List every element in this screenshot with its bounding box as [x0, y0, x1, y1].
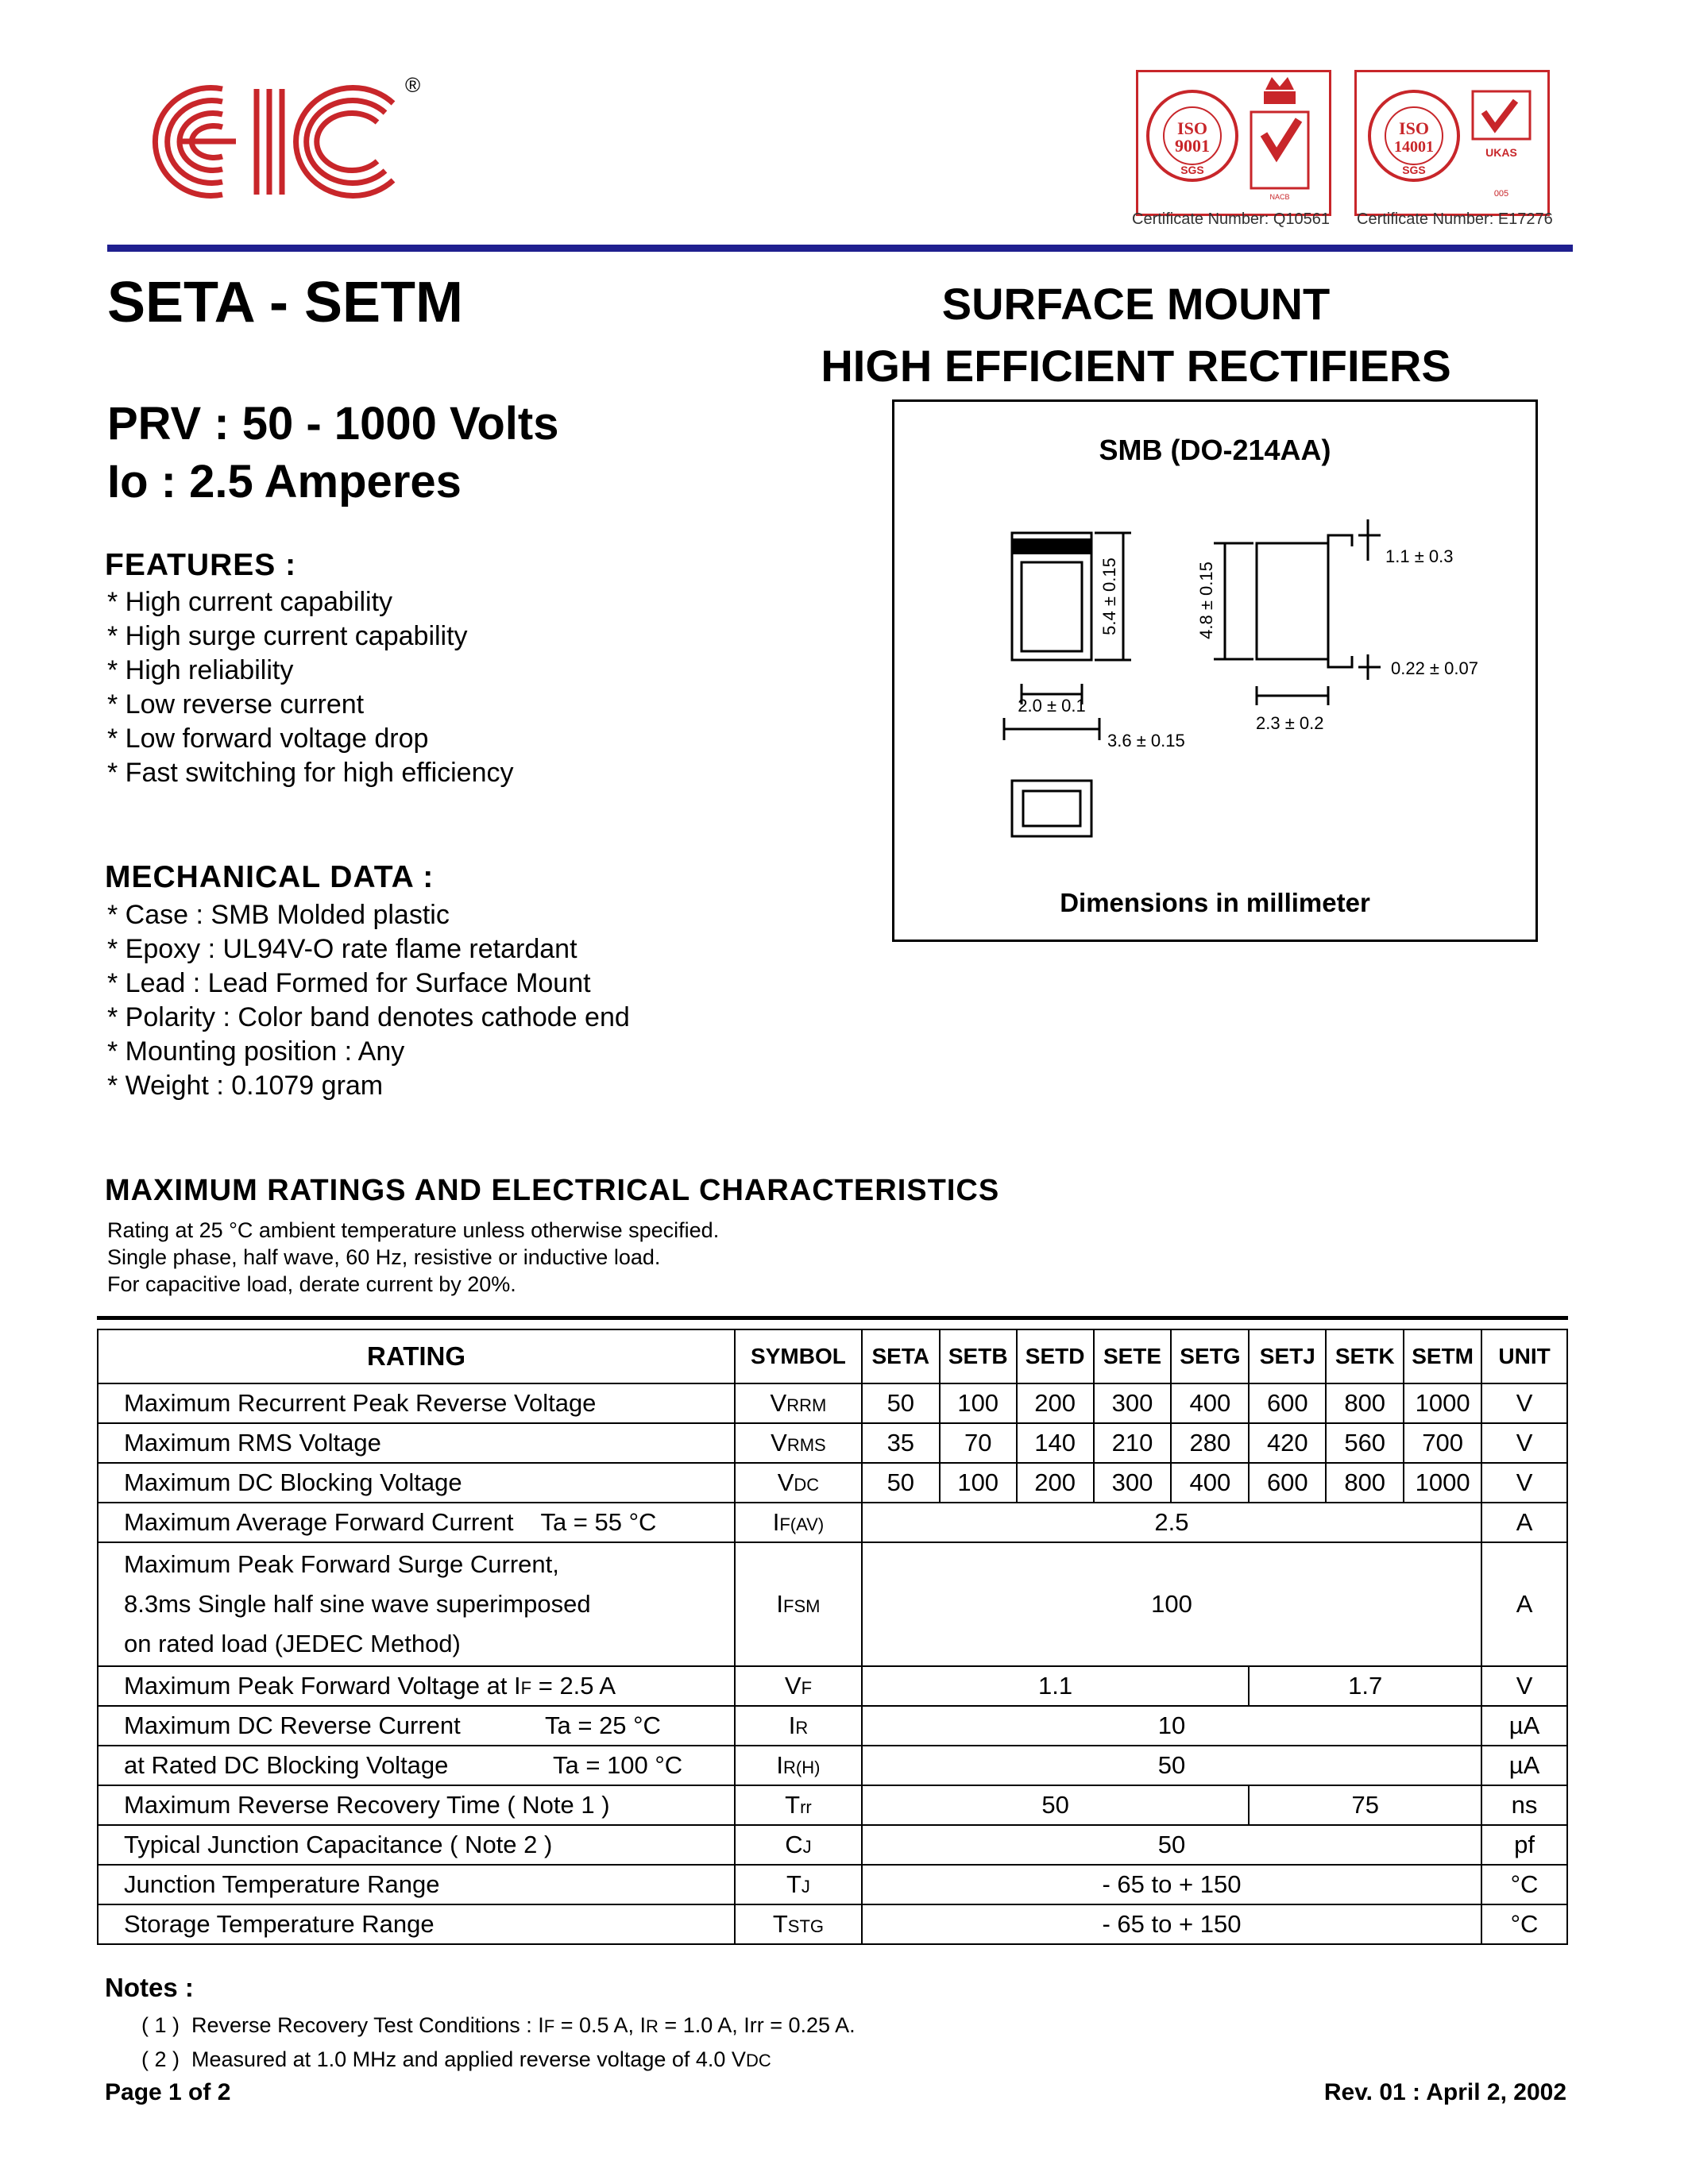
col-header: SETJ: [1249, 1329, 1326, 1383]
col-header: SETE: [1094, 1329, 1172, 1383]
note-2: ( 2 ) Measured at 1.0 MHz and applied reverse voltage of 4.0 VDC: [141, 2047, 771, 2071]
iso-number: 9001: [1175, 136, 1210, 156]
mechanical-heading: MECHANICAL DATA :: [105, 860, 435, 894]
condition-line: For capacitive load, derate current by 20%.: [107, 1272, 516, 1296]
feature-item: * High reliability: [107, 655, 294, 685]
col-header: SYMBOL: [735, 1329, 862, 1383]
iso-9001-seal: [1138, 72, 1329, 214]
symbol-cell: VRRM: [735, 1383, 862, 1423]
value-cell: 600: [1249, 1463, 1326, 1503]
condition-line: Rating at 25 °C ambient temperature unless otherwise specified.: [107, 1218, 720, 1242]
package-drawing: [894, 402, 1535, 940]
value-cell: 10: [862, 1706, 1481, 1746]
unit-cell: V: [1481, 1383, 1567, 1423]
dim-band-width: 2.0 ± 0.1: [1018, 696, 1086, 716]
symbol-cell: Trr: [735, 1785, 862, 1825]
feature-item: * Low forward voltage drop: [107, 723, 429, 754]
table-row: [98, 1785, 1567, 1825]
mechanical-item: * Weight : 0.1079 gram: [107, 1071, 384, 1101]
sgs-label: SGS: [1402, 164, 1426, 176]
eic-logo: [147, 71, 401, 214]
value-cell: 100: [940, 1383, 1017, 1423]
features-heading: FEATURES :: [105, 548, 297, 582]
condition-line: Single phase, half wave, 60 Hz, resistive or inductive load.: [107, 1245, 661, 1269]
symbol-cell: TJ: [735, 1865, 862, 1904]
unit-cell: °C: [1481, 1865, 1567, 1904]
unit-cell: V: [1481, 1423, 1567, 1463]
rating-label: at Rated DC Blocking Voltage Ta = 100 °C: [98, 1746, 735, 1785]
rating-label: Maximum DC Reverse Current Ta = 25 °C: [98, 1706, 735, 1746]
ukas-label: UKAS: [1485, 146, 1517, 159]
ratings-conditions: [107, 1217, 719, 1298]
rating-label: Maximum Recurrent Peak Reverse Voltage: [98, 1383, 735, 1423]
symbol-cell: IFSM: [735, 1542, 862, 1666]
value-cell: - 65 to + 150: [862, 1904, 1481, 1944]
cert-number-2: Certificate Number: E17276: [1357, 210, 1553, 228]
prv-spec: PRV : 50 - 1000 Volts: [107, 398, 559, 450]
table-row: [98, 1463, 1567, 1503]
value-cell: 50: [862, 1825, 1481, 1865]
unit-cell: µA: [1481, 1706, 1567, 1746]
rating-label: Maximum Reverse Recovery Time ( Note 1 ): [98, 1785, 735, 1825]
rating-label: Maximum Average Forward Current Ta = 55 °C: [98, 1503, 735, 1542]
col-header: UNIT: [1481, 1329, 1567, 1383]
value-cell: 50: [862, 1383, 940, 1423]
table-row: [98, 1825, 1567, 1865]
value-cell: 1.1: [862, 1666, 1250, 1706]
mechanical-item: * Polarity : Color band denotes cathode end: [107, 1002, 630, 1032]
dim-total-width: 3.6 ± 0.15: [1107, 731, 1185, 751]
col-header: SETB: [940, 1329, 1017, 1383]
features-list: [107, 585, 514, 790]
rating-label: Typical Junction Capacitance ( Note 2 ): [98, 1825, 735, 1865]
ukas-code: 005: [1493, 189, 1509, 199]
value-cell: 50: [862, 1785, 1250, 1825]
crown-icon: [1265, 77, 1294, 90]
feature-item: * Low reverse current: [107, 689, 365, 720]
sgs-label: SGS: [1180, 164, 1204, 176]
col-header: SETG: [1171, 1329, 1249, 1383]
value-cell: 210: [1094, 1423, 1172, 1463]
dim-lead-thickness: 0.22 ± 0.07: [1391, 658, 1478, 678]
iso-14001-seal: [1357, 72, 1547, 214]
value-cell: 400: [1171, 1383, 1249, 1423]
value-cell: 1.7: [1249, 1666, 1481, 1706]
table-row: [98, 1383, 1567, 1423]
symbol-cell: VRMS: [735, 1423, 862, 1463]
iso-label: ISO: [1399, 118, 1429, 138]
registered-mark: ®: [405, 73, 421, 97]
package-dimension-box: [892, 399, 1538, 942]
feature-item: * High current capability: [107, 587, 393, 617]
revision-date: Rev. 01 : April 2, 2002: [1323, 2079, 1566, 2105]
value-cell: 200: [1017, 1463, 1094, 1503]
unit-cell: V: [1481, 1463, 1567, 1503]
rating-label: Maximum DC Blocking Voltage: [98, 1463, 735, 1503]
feature-item: * High surge current capability: [107, 621, 468, 651]
col-header: SETM: [1404, 1329, 1481, 1383]
package-name: SMB (DO-214AA): [1099, 434, 1331, 466]
mechanical-item: * Case : SMB Molded plastic: [107, 900, 450, 930]
value-cell: 1000: [1404, 1463, 1481, 1503]
table-row: [98, 1706, 1567, 1746]
value-cell: 700: [1404, 1423, 1481, 1463]
iso-label: ISO: [1177, 118, 1207, 138]
ratings-table: [97, 1329, 1568, 1945]
value-cell: 560: [1326, 1423, 1404, 1463]
value-cell: 800: [1326, 1463, 1404, 1503]
value-cell: 420: [1249, 1423, 1326, 1463]
notes-heading: Notes :: [105, 1973, 194, 2002]
rating-label: Maximum RMS Voltage: [98, 1423, 735, 1463]
note-1: ( 1 ) Reverse Recovery Test Conditions : IF = 0.5 A, IR = 1.0 A, Irr = 0.25 A.: [141, 2013, 856, 2037]
value-cell: 280: [1171, 1423, 1249, 1463]
cathode-band: [1012, 538, 1091, 554]
dim-side-width: 2.3 ± 0.2: [1256, 713, 1324, 733]
table-row: [98, 1904, 1567, 1944]
dim-side-height: 4.8 ± 0.15: [1196, 561, 1216, 639]
header-rule: [107, 245, 1573, 252]
mechanical-list: [107, 898, 630, 1103]
value-cell: 600: [1249, 1383, 1326, 1423]
table-row: [98, 1865, 1567, 1904]
value-cell: 400: [1171, 1463, 1249, 1503]
value-cell: 1000: [1404, 1383, 1481, 1423]
unit-cell: A: [1481, 1542, 1567, 1666]
part-number-title: SETA - SETM: [107, 271, 463, 334]
symbol-cell: CJ: [735, 1825, 862, 1865]
rating-label: Storage Temperature Range: [98, 1904, 735, 1944]
mechanical-item: * Epoxy : UL94V-O rate flame retardant: [107, 934, 577, 964]
col-header: RATING: [98, 1329, 735, 1383]
cert-number-1: Certificate Number: Q10561: [1132, 210, 1331, 228]
col-header: SETA: [862, 1329, 940, 1383]
symbol-cell: IF(AV): [735, 1503, 862, 1542]
product-title-line2: HIGH EFFICIENT RECTIFIERS: [821, 341, 1451, 391]
value-cell: 140: [1017, 1423, 1094, 1463]
col-header: SETD: [1017, 1329, 1094, 1383]
table-row: [98, 1423, 1567, 1463]
symbol-cell: IR: [735, 1706, 862, 1746]
unit-cell: A: [1481, 1503, 1567, 1542]
value-cell: - 65 to + 150: [862, 1865, 1481, 1904]
value-cell: 100: [940, 1463, 1017, 1503]
table-row: [98, 1666, 1567, 1706]
ratings-heading: MAXIMUM RATINGS AND ELECTRICAL CHARACTERISTICS: [105, 1174, 1000, 1207]
value-cell: 75: [1249, 1785, 1481, 1825]
table-row: [98, 1542, 1567, 1666]
value-cell: 50: [862, 1463, 940, 1503]
product-title-line1: SURFACE MOUNT: [941, 279, 1331, 329]
table-top-rule: [97, 1316, 1568, 1320]
dim-body-height: 5.4 ± 0.15: [1099, 558, 1119, 635]
rating-label: Maximum Peak Forward Voltage at IF = 2.5 A: [98, 1666, 735, 1706]
value-cell: 200: [1017, 1383, 1094, 1423]
dimensions-unit-note: Dimensions in millimeter: [1060, 888, 1370, 917]
value-cell: 800: [1326, 1383, 1404, 1423]
unit-cell: µA: [1481, 1746, 1567, 1785]
value-cell: 100: [862, 1542, 1481, 1666]
symbol-cell: IR(H): [735, 1746, 862, 1785]
mechanical-item: * Mounting position : Any: [107, 1036, 405, 1067]
iso-14001-badge: [1354, 70, 1550, 216]
iso-9001-badge: [1136, 70, 1331, 216]
col-header: SETK: [1326, 1329, 1404, 1383]
dim-lead-height: 1.1 ± 0.3: [1385, 546, 1454, 566]
unit-cell: pf: [1481, 1825, 1567, 1865]
table-row: [98, 1503, 1567, 1542]
unit-cell: °C: [1481, 1904, 1567, 1944]
table-header-row: [98, 1329, 1567, 1383]
rating-label: Maximum Peak Forward Surge Current, 8.3ms Single half sine wave superimposed on rated load (JEDEC Method): [98, 1542, 735, 1666]
value-cell: 35: [862, 1423, 940, 1463]
unit-cell: ns: [1481, 1785, 1567, 1825]
accreditation-text: NACB: [1269, 193, 1290, 201]
mechanical-item: * Lead : Lead Formed for Surface Mount: [107, 968, 591, 998]
symbol-cell: VDC: [735, 1463, 862, 1503]
io-spec: Io : 2.5 Amperes: [107, 456, 462, 507]
table-row: [98, 1746, 1567, 1785]
iso-number: 14001: [1394, 138, 1434, 156]
symbol-cell: TSTG: [735, 1904, 862, 1944]
value-cell: 300: [1094, 1463, 1172, 1503]
value-cell: 70: [940, 1423, 1017, 1463]
eic-logo-graphic: [147, 71, 401, 210]
unit-cell: V: [1481, 1666, 1567, 1706]
value-cell: 300: [1094, 1383, 1172, 1423]
value-cell: 2.5: [862, 1503, 1481, 1542]
value-cell: 50: [862, 1746, 1481, 1785]
feature-item: * Fast switching for high efficiency: [107, 758, 514, 788]
symbol-cell: VF: [735, 1666, 862, 1706]
page-number: Page 1 of 2: [105, 2079, 231, 2105]
rating-label: Junction Temperature Range: [98, 1865, 735, 1904]
